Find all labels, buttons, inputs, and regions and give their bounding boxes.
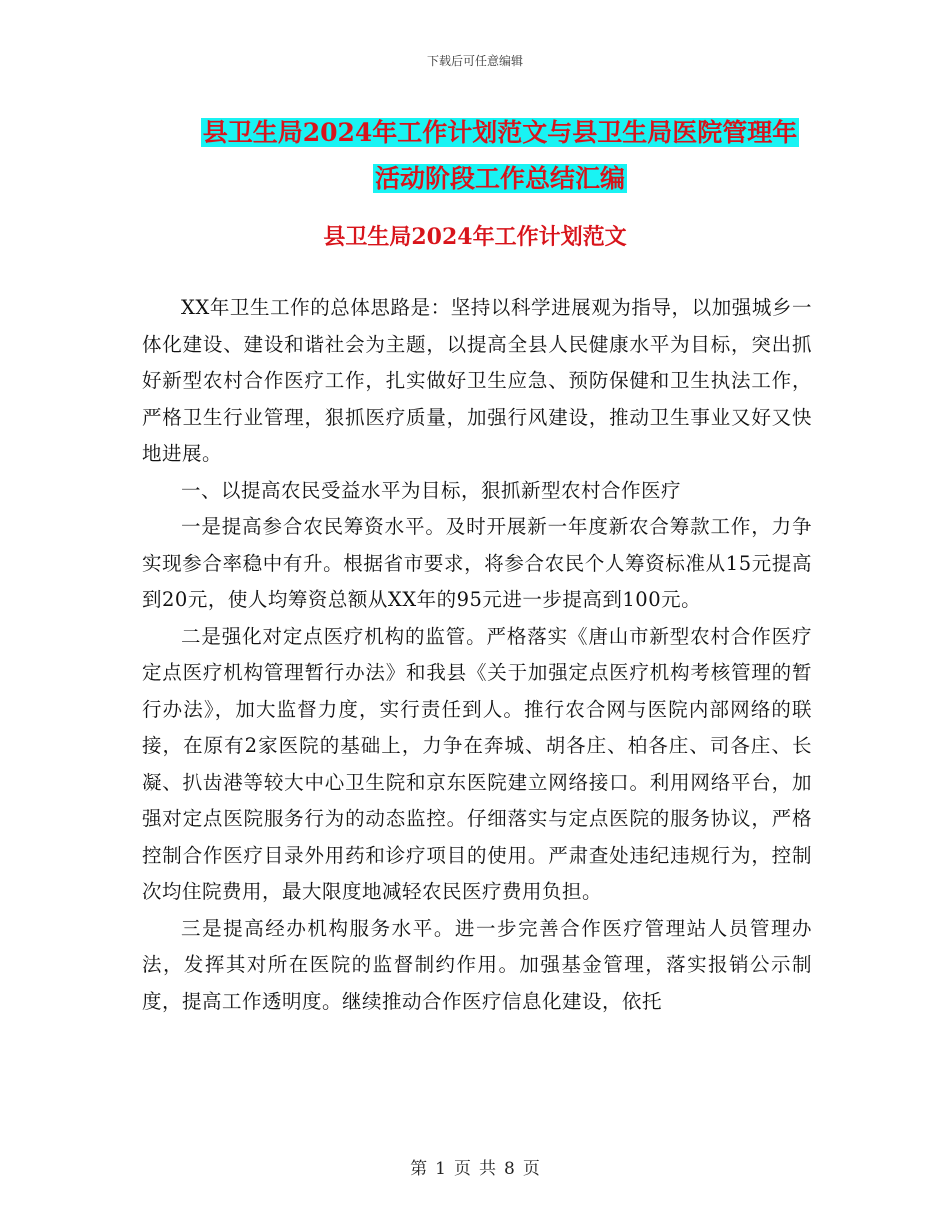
footer-word-ye2: 页 bbox=[522, 1159, 540, 1179]
paragraph-item-1: 一是提高参合农民筹资水平。及时开展新一年度新农合筹款工作，力争实现参合率稳中有升。根据省市要求，将参合农民个人筹资标准从15元提高到20元，使人均筹资总额从XX年的95元进一步提高到100元。 bbox=[142, 515, 812, 611]
title-line-2: 活动阶段工作总结汇编 bbox=[374, 164, 625, 193]
footer-word-page: 第 bbox=[410, 1159, 428, 1179]
page-number: 1 bbox=[435, 1159, 446, 1179]
section-title: 县卫生局2024年工作计划范文 bbox=[323, 224, 627, 250]
footer-word-total: 共 bbox=[479, 1159, 496, 1179]
paragraph-overview: XX年卫生工作的总体思路是：坚持以科学进展观为指导，以加强城乡一体化建设、建设和谐社会为主题，以提高全县人民健康水平为目标，突出抓好新型农村合作医疗工作，扎实做好卫生应急、预防保健和卫生执法工作，严格卫生行业管理，狠抓医疗质量，加强行风建设，推动卫生事业又好又快地进展。 bbox=[142, 296, 812, 465]
document-title bbox=[120, 110, 880, 202]
header-note: 下载后可任意编辑 bbox=[426, 54, 523, 68]
document-body bbox=[142, 290, 812, 1020]
title-line-1: 县卫生局2024年工作计划范文与县卫生局医院管理年 bbox=[202, 118, 798, 147]
footer-word-ye: 页 bbox=[454, 1159, 471, 1179]
paragraph-item-3: 三是提高经办机构服务水平。进一步完善合作医疗管理站人员管理办法，发挥其对所在医院的监督制约作用。加强基金管理，落实报销公示制度，提高工作透明度。继续推动合作医疗信息化建设，依托 bbox=[142, 916, 812, 1013]
total-pages: 8 bbox=[504, 1159, 515, 1179]
paragraph-item-2: 二是强化对定点医疗机构的监管。严格落实《唐山市新型农村合作医疗定点医疗机构管理暂行办法》和我县《关于加强定点医疗机构考核管理的暂行办法》，加大监督力度，实行责任到人。推行农合网与医院内部网络的联接，在原有2家医院的基础上，力争在奔城、胡各庄、柏各庄、司各庄、长凝、扒齿港等较大中心卫生院和京东医院建立网络接口。利用网络平台，加强对定点医院服务行为的动态监控。仔细落实与定点医院的服务协议，严格控制合作医疗目录外用药和诊疗项目的使用。严肃查处违纪违规行为，控制次均住院费用，最大限度地减轻农民医疗费用负担。 bbox=[142, 624, 812, 903]
paragraph-heading-1: 一、以提高农民受益水平为目标，狠抓新型农村合作医疗 bbox=[181, 478, 682, 502]
page-footer bbox=[0, 1154, 950, 1179]
